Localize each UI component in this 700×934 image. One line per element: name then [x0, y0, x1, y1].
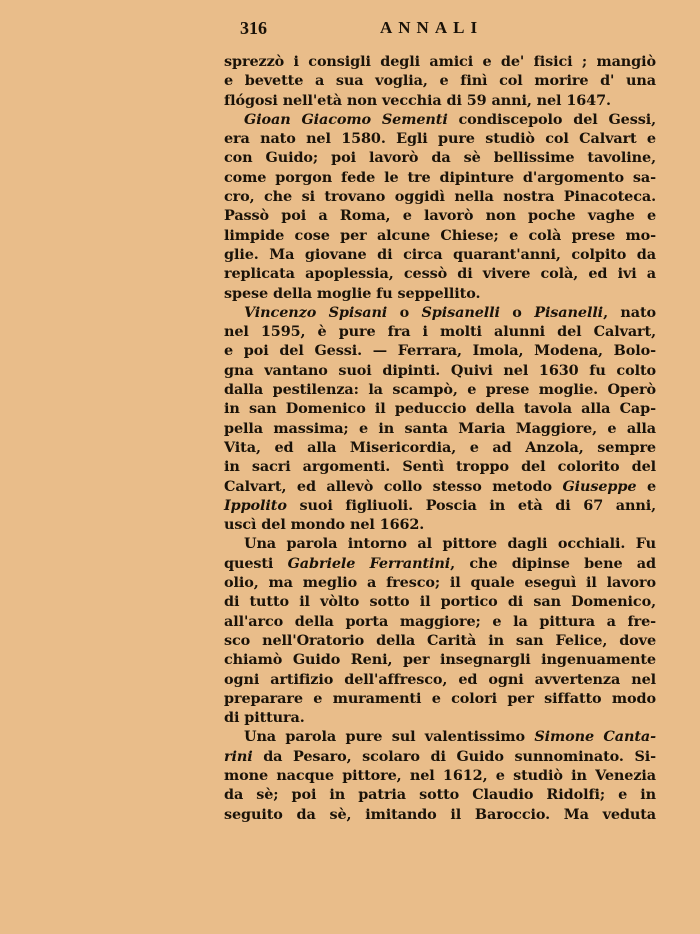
text-line [224, 689, 656, 708]
text-segment: questi [224, 554, 288, 572]
text-segment: o [499, 303, 535, 321]
text-segment: all'arco della porta maggiore; e la pittura a fre- [224, 612, 656, 630]
text-line [224, 303, 656, 322]
text-line [224, 554, 656, 573]
text-line [224, 187, 656, 206]
text-segment: sco nell'Oratorio della Carità in san Felice, dove [224, 631, 656, 649]
text-line [224, 129, 656, 148]
text-segment: olio, ma meglio a fresco; il quale eseguì il lavoro [224, 574, 656, 592]
text-segment: Calvart, ed allevò collo stesso metodo [224, 477, 563, 495]
text-segment: e [636, 477, 656, 495]
text-line [224, 206, 656, 225]
text-segment: , che dipinse bene ad [450, 554, 656, 572]
text-segment: dalla pestilenza: la scampò, e prese moglie. Operò [224, 381, 656, 399]
text-segment: di pittura. [224, 709, 305, 727]
text-segment: Vita, ed alla Misericordia, e ad Anzola, sempre [224, 438, 656, 456]
text-line [224, 727, 656, 746]
text-line [224, 477, 656, 496]
italic-name: Vincenzo Spisani [244, 303, 388, 321]
text-segment: nel 1595, è pure fra i molti alunni del Calvart, [224, 323, 656, 341]
text-line [224, 766, 656, 785]
text-line [224, 573, 656, 592]
italic-name: Spisanelli [421, 303, 500, 321]
text-line [224, 245, 656, 264]
text-line [224, 515, 656, 534]
text-line [224, 110, 656, 129]
text-segment: e bevette a sua voglia, e finì col morire d' una [224, 72, 656, 90]
text-line [224, 52, 656, 71]
text-segment: suoi figliuoli. Poscia in età di 67 anni, [286, 496, 656, 514]
text-line [224, 148, 656, 167]
text-line [224, 650, 656, 669]
text-segment: Una parola intorno al pittore dagli occhiali. Fu [244, 535, 656, 553]
text-segment: condiscepolo del Gessi, [447, 110, 656, 128]
text-segment: gna vantano suoi dipinti. Quivi nel 1630 fu colto [224, 361, 656, 379]
text-line [224, 168, 656, 187]
text-segment: mone nacque pittore, nel 1612, e studiò in Venezia [224, 766, 656, 784]
text-segment: limpide cose per alcune Chiese; e colà prese mo- [224, 226, 656, 244]
page-number: 316 [240, 18, 267, 38]
text-segment: chiamò Guido Reni, per insegnargli ingenuamente [224, 651, 656, 669]
text-segment: uscì del mondo nel 1662. [224, 516, 425, 534]
text-segment: , nato [603, 303, 657, 321]
text-line [224, 670, 656, 689]
text-segment: con Guido; poi lavorò da sè bellissime tavoline, [224, 149, 656, 167]
text-segment: era nato nel 1580. Egli pure studiò col Calvart e [224, 130, 656, 148]
text-line [224, 747, 656, 766]
italic-name: rini [224, 747, 253, 765]
text-segment: flógosi nell'età non vecchia di 59 anni, nel 1647. [224, 91, 611, 109]
text-segment: pella massima; e in santa Maria Maggiore, e alla [224, 419, 656, 437]
text-segment: da sè; poi in patria sotto Claudio Ridolfi; e in [224, 786, 656, 804]
text-line [224, 322, 656, 341]
text-line [224, 226, 656, 245]
text-line [224, 380, 656, 399]
italic-name: Pisanelli [534, 303, 604, 321]
text-line [224, 91, 656, 110]
body-text [224, 52, 656, 824]
text-segment: da Pesaro, scolaro di Guido sunnominato. Si- [252, 747, 656, 765]
italic-name: Ippolito [224, 496, 287, 514]
text-segment: Passò poi a Roma, e lavorò non poche vaghe e [224, 207, 656, 225]
text-segment: spese della moglie fu seppellito. [224, 284, 481, 302]
text-segment: di tutto il vòlto sotto il portico di san Domenico, [224, 593, 656, 611]
text-line [224, 284, 656, 303]
text-segment: glie. Ma giovane di circa quarant'anni, colpito da [224, 245, 656, 263]
text-segment: sprezzò i consigli degli amici e de' fisici ; mangiò [224, 53, 656, 70]
text-segment: in sacri argomenti. Sentì troppo del colorito del [224, 458, 656, 476]
text-segment: Una parola pure sul valentissimo [244, 728, 535, 746]
text-segment: in san Domenico il peduccio della tavola alla Cap- [224, 400, 656, 418]
text-line [224, 341, 656, 360]
text-segment: cro, che si trovano oggidì nella nostra Pinacoteca. [224, 188, 656, 206]
text-segment: preparare e muramenti e colori per siffatto modo [224, 689, 656, 707]
text-segment: replicata apoplessia, cessò di vivere colà, ed ivi a [224, 265, 656, 283]
text-segment: ogni artifizio dell'affresco, ed ogni avvertenza nel [224, 670, 656, 688]
text-line [224, 708, 656, 727]
italic-name: Simone Canta- [534, 728, 657, 746]
text-segment: seguito da sè, imitando il Baroccio. Ma veduta [224, 805, 656, 823]
italic-name: Gioan Giacomo Sementi [244, 110, 448, 128]
page-header [240, 18, 660, 46]
text-line [224, 399, 656, 418]
text-segment: o [387, 303, 422, 321]
text-segment: e poi del Gessi. — Ferrara, Imola, Modena, Bolo- [224, 342, 656, 360]
text-line [224, 534, 656, 553]
text-line [224, 361, 656, 380]
text-line [224, 438, 656, 457]
running-title: ANNALI [380, 18, 484, 37]
text-line [224, 264, 656, 283]
italic-name: Giuseppe [562, 477, 637, 495]
text-line [224, 592, 656, 611]
text-line [224, 71, 656, 90]
text-segment: come porgon fede le tre dipinture d'argomento sa- [224, 168, 656, 186]
text-line [224, 612, 656, 631]
text-line [224, 805, 656, 824]
text-line [224, 457, 656, 476]
text-line [224, 631, 656, 650]
text-line [224, 785, 656, 804]
italic-name: Gabriele Ferrantini [287, 554, 451, 572]
text-line [224, 419, 656, 438]
text-line [224, 496, 656, 515]
